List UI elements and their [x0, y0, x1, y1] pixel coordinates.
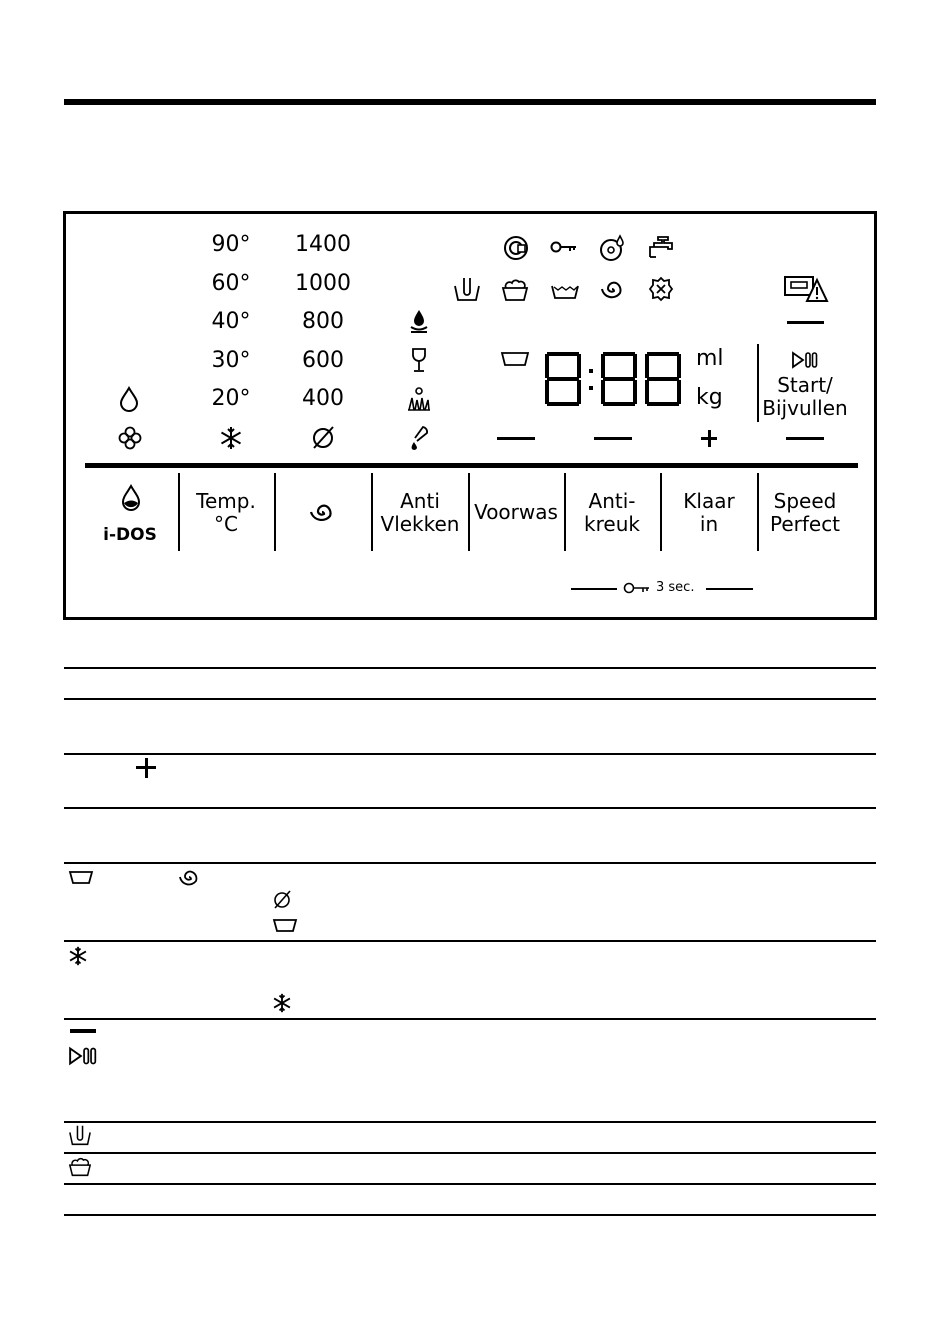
anti-kreuk-button-line1[interactable]: Anti-: [588, 489, 636, 513]
table-rule: [64, 1121, 876, 1123]
anti-vlekken-button-line2[interactable]: Vlekken: [380, 512, 460, 536]
start-button-line2[interactable]: Bijvullen: [762, 396, 848, 420]
time-display: [545, 351, 685, 407]
start-button-line1[interactable]: Start/: [777, 373, 833, 397]
unit-kg: kg: [696, 385, 723, 410]
stain-drop-icon: [409, 308, 429, 334]
temp-20: 20°: [211, 386, 251, 411]
error-icon: [648, 276, 674, 302]
child-lock-hint-line-left: [571, 588, 617, 590]
drawer-indicator-dash: [787, 321, 824, 324]
anti-kreuk-indicator-dash: [594, 437, 632, 440]
child-lock-key-icon: [550, 240, 578, 254]
table-rule: [64, 807, 876, 809]
button-separator: [660, 473, 662, 551]
table-prewash-icon-2: [272, 918, 298, 934]
table-rule: [64, 862, 876, 864]
table-no-spin-icon: [272, 889, 292, 909]
rinse-icon: [550, 282, 580, 300]
klaar-in-button-line1[interactable]: Klaar: [683, 489, 735, 513]
button-separator: [757, 473, 759, 551]
no-spin-icon: [310, 424, 336, 450]
wine-glass-icon: [411, 347, 427, 373]
play-pause-icon: [791, 351, 819, 369]
snowflake-icon: [219, 426, 243, 450]
button-separator: [178, 473, 180, 551]
water-drop-icon: [118, 386, 140, 412]
plus-icon-vertical: [708, 430, 711, 447]
spin-800: 800: [302, 309, 344, 334]
table-rule: [64, 1152, 876, 1154]
table-wash-icon: [68, 1155, 92, 1177]
rinse-hold-icon: [453, 276, 481, 302]
voorwas-button[interactable]: Voorwas: [474, 500, 558, 524]
spin-1000: 1000: [295, 271, 351, 296]
temp-90: 90°: [211, 232, 251, 257]
anti-vlekken-button-line1[interactable]: Anti: [400, 489, 440, 513]
speed-perfect-button-line2[interactable]: Perfect: [769, 512, 841, 536]
flower-icon: [118, 426, 142, 450]
table-dash-icon: [70, 1029, 96, 1033]
anti-kreuk-button-line2[interactable]: kreuk: [584, 512, 640, 536]
table-rule: [64, 1018, 876, 1020]
table-plus-icon-vertical: [145, 758, 148, 778]
grass-icon: [407, 386, 431, 412]
table-rule: [64, 698, 876, 700]
voorwas-indicator-dash: [497, 437, 535, 440]
temp-40: 40°: [211, 309, 251, 334]
table-rule: [64, 1214, 876, 1216]
temp-button-line2[interactable]: °C: [214, 512, 238, 536]
button-separator: [468, 473, 470, 551]
speed-perfect-indicator-dash: [786, 437, 824, 440]
spin-600: 600: [302, 348, 344, 373]
header-rule: [64, 99, 876, 105]
table-rule: [64, 667, 876, 669]
table-play-pause-icon: [68, 1046, 98, 1066]
child-lock-hint-key-icon: [623, 581, 651, 595]
idos-button[interactable]: i-DOS: [103, 525, 157, 545]
button-separator: [274, 473, 276, 551]
button-separator: [371, 473, 373, 551]
panel-divider: [85, 463, 858, 468]
wash-icon: [501, 276, 529, 302]
klaar-in-button-line2[interactable]: in: [699, 512, 719, 536]
spin-400: 400: [302, 386, 344, 411]
control-panel: [63, 211, 877, 620]
table-rule: [64, 940, 876, 942]
table-rule: [64, 1183, 876, 1185]
unit-ml: ml: [696, 346, 724, 371]
table-rinse-hold-icon: [68, 1124, 92, 1146]
button-separator: [564, 473, 566, 551]
detergent-drawer-warning-icon: [783, 274, 829, 304]
speed-perfect-button-line1[interactable]: Speed: [773, 489, 837, 513]
prewash-tub-icon: [500, 351, 530, 367]
start-separator: [757, 344, 759, 422]
temp-60: 60°: [211, 271, 251, 296]
spin-button-icon[interactable]: [308, 498, 336, 526]
temp-30: 30°: [211, 348, 251, 373]
stain-brush-icon: [407, 424, 431, 452]
table-prewash-icon: [68, 870, 94, 886]
temp-button-line1[interactable]: Temp.: [196, 489, 256, 513]
spin-1400: 1400: [295, 232, 351, 257]
child-lock-hint-line-right: [706, 588, 753, 590]
child-lock-hint-text: 3 sec.: [656, 580, 695, 595]
table-snowflake-icon-2: [272, 993, 292, 1013]
door-lock-icon: [503, 235, 529, 261]
idos-icon[interactable]: [120, 484, 142, 512]
table-snowflake-icon: [68, 946, 88, 966]
spin-icon: [599, 276, 625, 302]
water-tap-icon: [648, 235, 674, 259]
table-spin-icon: [178, 866, 200, 888]
table-rule: [64, 753, 876, 755]
drum-clean-icon: [599, 234, 627, 262]
